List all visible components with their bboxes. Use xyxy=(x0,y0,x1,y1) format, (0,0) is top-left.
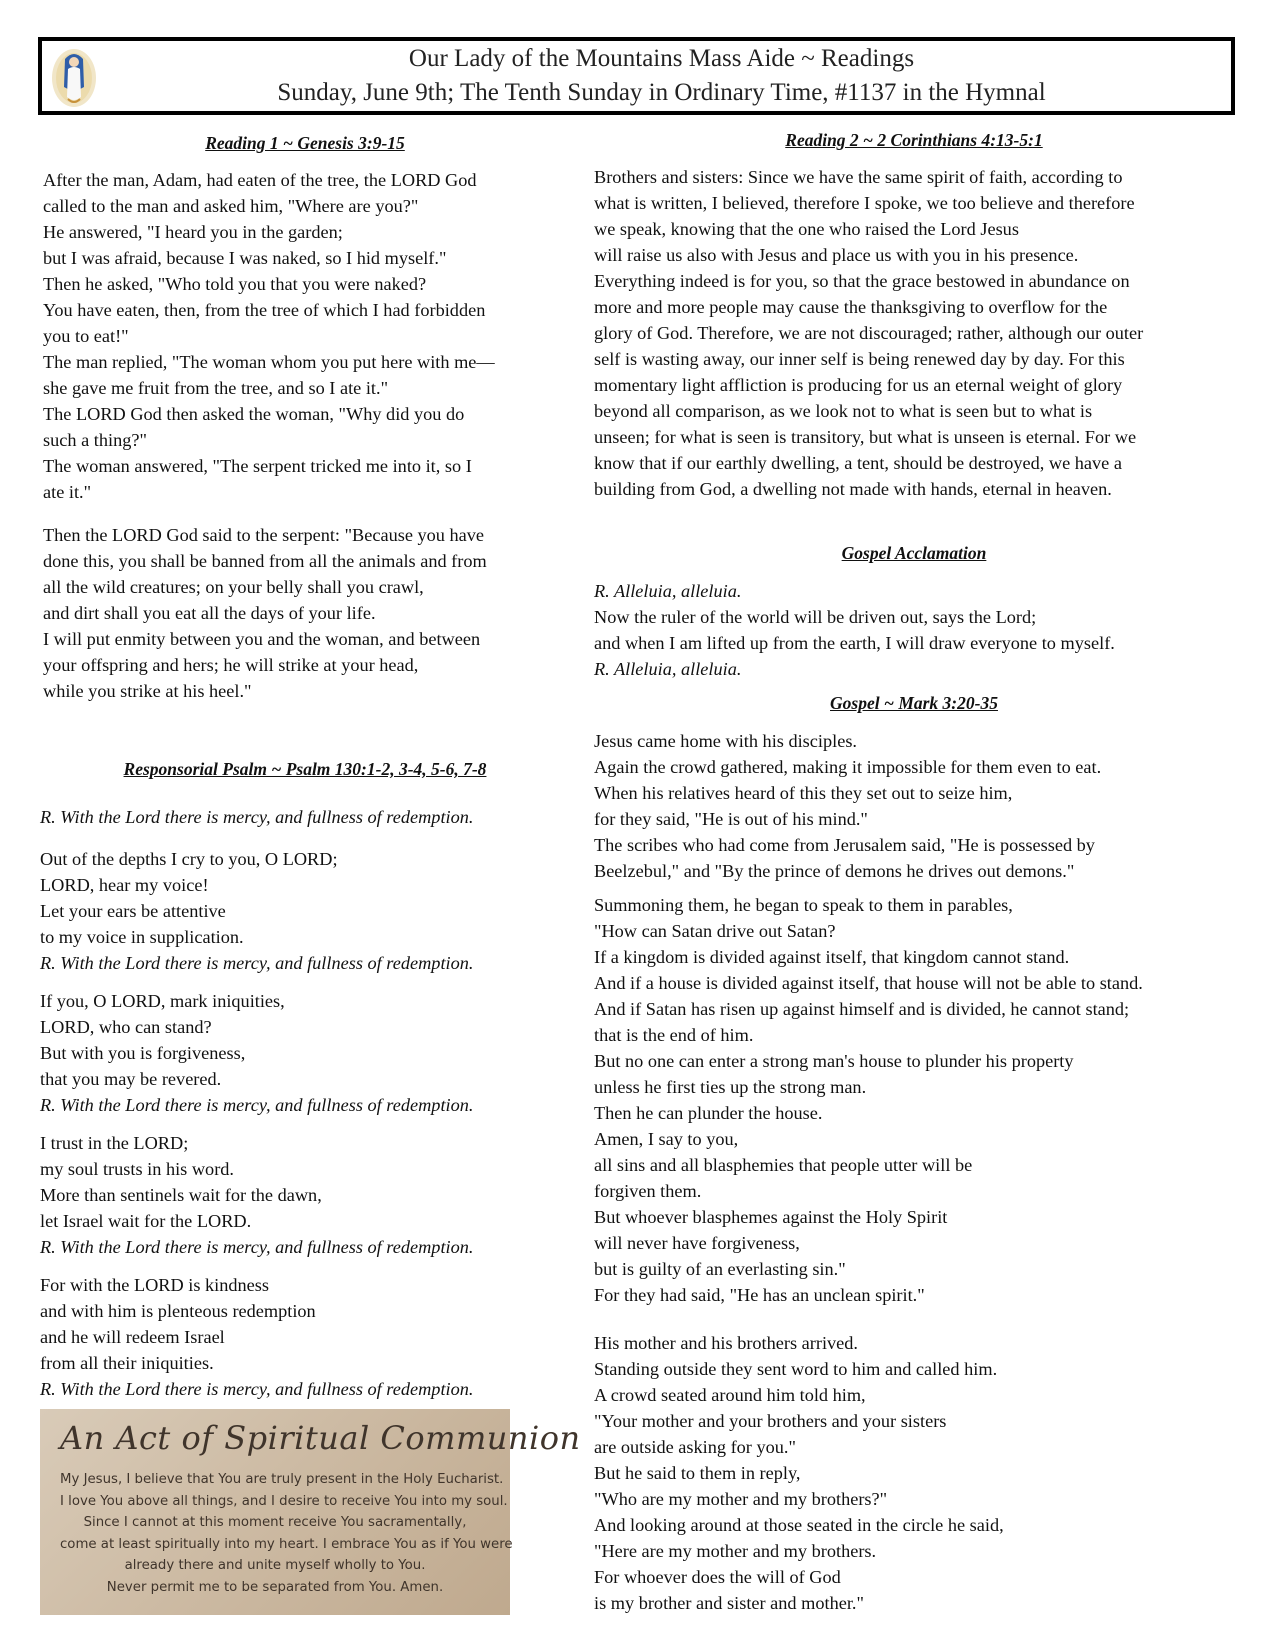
psalm-line: Out of the depths I cry to you, O LORD; xyxy=(40,849,338,869)
reading1-line: The LORD God then asked the woman, "Why did you do xyxy=(43,404,465,424)
gospel-line: And if a house is divided against itself, that house will not be able to stand. xyxy=(594,973,1143,993)
gospel-line: And looking around at those seated in the circle he said, xyxy=(594,1515,1004,1535)
card-line: Since I cannot at this moment receive You sacramentally, xyxy=(83,1515,467,1530)
card-line: I love You above all things, and I desire to receive You into my soul. xyxy=(60,1493,508,1509)
gospel-paragraph-2 xyxy=(594,892,1143,1308)
reading1-line: and dirt shall you eat all the days of your life. xyxy=(43,603,376,623)
psalm-response-line: R. With the Lord there is mercy, and fullness of redemption. xyxy=(40,1379,474,1399)
psalm-line: I trust in the LORD; xyxy=(40,1133,189,1153)
spiritual-communion-card xyxy=(40,1409,581,1615)
reading1-paragraph-2 xyxy=(43,522,487,704)
psalm-line: and he will redeem Israel xyxy=(40,1327,225,1347)
reading1-line: Then he asked, "Who told you that you were naked? xyxy=(43,274,427,294)
acclamation-heading: Gospel Acclamation xyxy=(841,543,987,563)
gospel-line: Summoning them, he began to speak to them in parables, xyxy=(594,895,1013,915)
card-title: An Act of Spiritual Communion xyxy=(60,1419,581,1457)
psalm-line: But with you is forgiveness, xyxy=(40,1043,246,1063)
gospel-line: but is guilty of an everlasting sin." xyxy=(594,1259,846,1279)
card-line: My Jesus, I believe that You are truly present in the Holy Eucharist. xyxy=(60,1472,504,1487)
reading1-line: you to eat!" xyxy=(43,326,129,346)
gospel-line: forgiven them. xyxy=(594,1181,702,1201)
card-line: come at least spiritually into my heart. I embrace You as if You were xyxy=(60,1536,513,1552)
gospel-line: Then he can plunder the house. xyxy=(594,1103,823,1123)
gospel-line: His mother and his brothers arrived. xyxy=(594,1333,858,1353)
psalm-line: Let your ears be attentive xyxy=(40,901,226,921)
gospel-line: that is the end of him. xyxy=(594,1025,754,1045)
psalm-response-line: R. With the Lord there is mercy, and fullness of redemption. xyxy=(40,807,474,827)
psalm-line: that you may be revered. xyxy=(40,1069,222,1089)
reading1-line: while you strike at his heel." xyxy=(43,681,252,701)
acclamation-text xyxy=(594,578,1115,682)
card-body xyxy=(60,1469,513,1598)
reading1-line: she gave me fruit from the tree, and so I ate it." xyxy=(43,378,389,398)
gospel-line: And if Satan has risen up against himself and is divided, he cannot stand; xyxy=(594,999,1130,1019)
acclamation-line: and when I am lifted up from the earth, I will draw everyone to myself. xyxy=(594,633,1115,653)
gospel-line: Again the crowd gathered, making it impossible for them even to eat. xyxy=(594,757,1102,777)
psalm-stanza-2 xyxy=(40,988,473,1118)
psalm-line: More than sentinels wait for the dawn, xyxy=(40,1185,322,1205)
reading2-line: will raise us also with Jesus and place us with you in his presence. xyxy=(594,245,1079,265)
psalm-line: LORD, who can stand? xyxy=(40,1017,212,1037)
reading1-line: but I was afraid, because I was naked, so I hid myself." xyxy=(43,248,447,268)
psalm-response xyxy=(40,804,473,830)
gospel-line: "How can Satan drive out Satan? xyxy=(594,921,836,941)
gospel-paragraph-3 xyxy=(594,1330,1004,1616)
gospel-line: for they said, "He is out of his mind." xyxy=(594,809,868,829)
reading2-line: unseen; for what is seen is transitory, but what is unseen is eternal. For we xyxy=(594,427,1137,447)
psalm-line: let Israel wait for the LORD. xyxy=(40,1211,252,1231)
psalm-line: LORD, hear my voice! xyxy=(40,875,209,895)
reading1-line: your offspring and hers; he will strike at your head, xyxy=(43,655,419,675)
reading2-line: know that if our earthly dwelling, a tent, should be destroyed, we have a xyxy=(594,453,1122,473)
gospel-line: will never have forgiveness, xyxy=(594,1233,800,1253)
psalm-line: my soul trusts in his word. xyxy=(40,1159,234,1179)
gospel-line: is my brother and sister and mother." xyxy=(594,1593,864,1613)
psalm-line: and with him is plenteous redemption xyxy=(40,1301,316,1321)
psalm-response-line: R. With the Lord there is mercy, and fullness of redemption. xyxy=(40,953,474,973)
reading1-line: I will put enmity between you and the woman, and between xyxy=(43,629,481,649)
gospel-line: When his relatives heard of this they set out to seize him, xyxy=(594,783,1013,803)
reading2-line: glory of God. Therefore, we are not discouraged; rather, although our outer xyxy=(594,323,1144,343)
reading1-line: ate it." xyxy=(43,482,92,502)
gospel-line: "Your mother and your brothers and your sisters xyxy=(594,1411,947,1431)
gospel-line: are outside asking for you." xyxy=(594,1437,796,1457)
gospel-line: If a kingdom is divided against itself, that kingdom cannot stand. xyxy=(594,947,1070,967)
header-title: Our Lady of the Mountains Mass Aide ~ Readings xyxy=(408,45,915,72)
reading2-heading: Reading 2 ~ 2 Corinthians 4:13-5:1 xyxy=(785,130,1043,150)
gospel-line: Standing outside they sent word to him and called him. xyxy=(594,1359,998,1379)
gospel-paragraph-1 xyxy=(594,728,1101,884)
gospel-line: The scribes who had come from Jerusalem said, "He is possessed by xyxy=(594,835,1095,855)
gospel-line: A crowd seated around him told him, xyxy=(594,1385,866,1405)
psalm-response-line: R. With the Lord there is mercy, and fullness of redemption. xyxy=(40,1095,474,1115)
gospel-line: But no one can enter a strong man's house to plunder his property xyxy=(594,1051,1074,1071)
reading2-line: beyond all comparison, as we look not to what is seen but to what is xyxy=(594,401,1093,421)
gospel-line: "Who are my mother and my brothers?" xyxy=(594,1489,888,1509)
reading2-line: building from God, a dwelling not made with hands, eternal in heaven. xyxy=(594,479,1112,499)
reading1-line: After the man, Adam, had eaten of the tree, the LORD God xyxy=(43,170,477,190)
virgin-mary-icon xyxy=(50,47,98,109)
reading1-line: done this, you shall be banned from all the animals and from xyxy=(43,551,487,571)
psalm-heading: Responsorial Psalm ~ Psalm 130:1-2, 3-4, 5-6, 7-8 xyxy=(123,759,487,779)
reading1-line: The man replied, "The woman whom you put here with me— xyxy=(43,352,495,372)
gospel-line: unless he first ties up the strong man. xyxy=(594,1077,867,1097)
gospel-line: "Here are my mother and my brothers. xyxy=(594,1541,877,1561)
reading2-line: more and more people may cause the thanksgiving to overflow for the xyxy=(594,297,1108,317)
reading1-line: Then the LORD God said to the serpent: "Because you have xyxy=(43,525,485,545)
header-subtitle: Sunday, June 9th; The Tenth Sunday in Ordinary Time, #1137 in the Hymnal xyxy=(277,79,1046,106)
psalm-line: to my voice in supplication. xyxy=(40,927,244,947)
psalm-line: from all their iniquities. xyxy=(40,1353,214,1373)
reading1-line: called to the man and asked him, "Where are you?" xyxy=(43,196,419,216)
card-line: Never permit me to be separated from You. Amen. xyxy=(106,1579,444,1595)
gospel-line: all sins and all blasphemies that people utter will be xyxy=(594,1155,973,1175)
gospel-line: Amen, I say to you, xyxy=(594,1129,739,1149)
card-line: already there and unite myself wholly to You. xyxy=(124,1558,426,1573)
gospel-heading: Gospel ~ Mark 3:20-35 xyxy=(830,693,998,713)
reading1-line: He answered, "I heard you in the garden; xyxy=(43,222,343,242)
gospel-line: For whoever does the will of God xyxy=(594,1567,841,1587)
gospel-line: But whoever blasphemes against the Holy Spirit xyxy=(594,1207,948,1227)
reading2-line: we speak, knowing that the one who raised the Lord Jesus xyxy=(594,219,1019,239)
reading2-line: Brothers and sisters: Since we have the same spirit of faith, according to xyxy=(594,167,1123,187)
psalm-line: If you, O LORD, mark iniquities, xyxy=(40,991,285,1011)
gospel-line: Beelzebul," and "By the prince of demons he drives out demons." xyxy=(594,861,1075,881)
psalm-stanza-4 xyxy=(40,1272,473,1402)
reading1-line: all the wild creatures; on your belly shall you crawl, xyxy=(43,577,424,597)
psalm-line: For with the LORD is kindness xyxy=(40,1275,270,1295)
gospel-line: But he said to them in reply, xyxy=(594,1463,801,1483)
reading2-line: momentary light affliction is producing for us an eternal weight of glory xyxy=(594,375,1123,395)
reading1-line: such a thing?" xyxy=(43,430,147,450)
reading2-line: self is wasting away, our inner self is being renewed day by day. For this xyxy=(594,349,1125,369)
reading1-line: The woman answered, "The serpent tricked me into it, so I xyxy=(43,456,472,476)
reading1-paragraph-1 xyxy=(43,167,495,505)
header-box xyxy=(38,37,1235,115)
psalm-response-line: R. With the Lord there is mercy, and fullness of redemption. xyxy=(40,1237,474,1257)
reading2-line: what is written, I believed, therefore I spoke, we too believe and therefore xyxy=(594,193,1135,213)
acclamation-response-top: R. Alleluia, alleluia. xyxy=(594,581,742,601)
reading1-heading: Reading 1 ~ Genesis 3:9-15 xyxy=(205,133,405,153)
gospel-line: For they had said, "He has an unclean spirit." xyxy=(594,1285,925,1305)
acclamation-line: Now the ruler of the world will be driven out, says the Lord; xyxy=(594,607,1037,627)
gospel-line: Jesus came home with his disciples. xyxy=(594,731,858,751)
psalm-stanza-1 xyxy=(40,846,473,976)
psalm-stanza-3 xyxy=(40,1130,473,1260)
reading1-line: You have eaten, then, from the tree of which I had forbidden xyxy=(43,300,486,320)
reading2-line: Everything indeed is for you, so that the grace bestowed in abundance on xyxy=(594,271,1130,291)
acclamation-response-bottom: R. Alleluia, alleluia. xyxy=(594,659,742,679)
reading2-paragraph xyxy=(594,164,1143,502)
